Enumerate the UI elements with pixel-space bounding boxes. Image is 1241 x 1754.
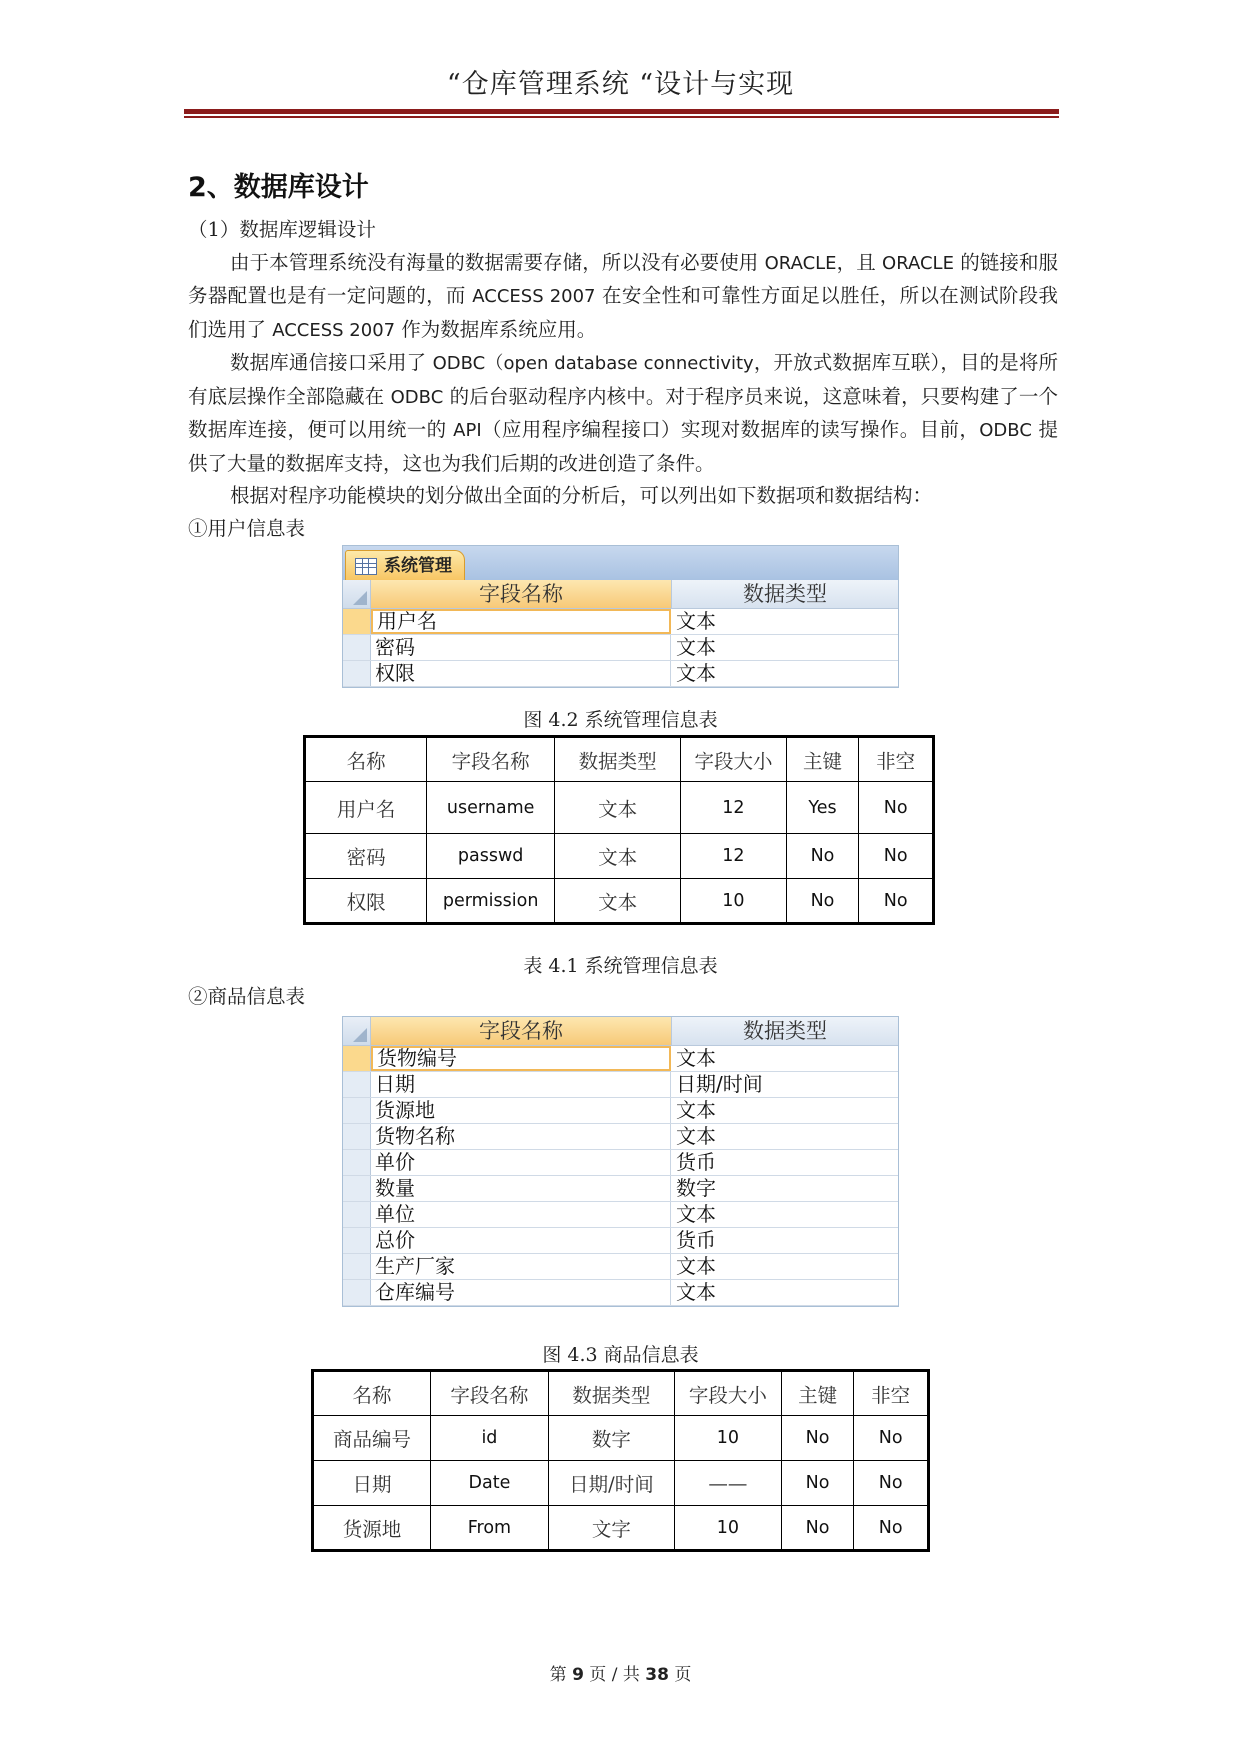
table-icon xyxy=(355,558,377,575)
table-cell: 用户名 xyxy=(305,782,427,834)
table-cell: 日期 xyxy=(313,1461,431,1506)
table-cell: 10 xyxy=(674,1416,781,1461)
table-cell: No xyxy=(859,879,934,924)
table-cell: 密码 xyxy=(305,834,427,879)
column-header-type: 数据类型 xyxy=(672,580,898,608)
table-cell: 10 xyxy=(681,879,786,924)
table-label-goods-wrap xyxy=(188,981,1058,1014)
info-table-users xyxy=(303,735,935,925)
field-name-cell[interactable]: 仓库编号 xyxy=(371,1280,671,1305)
table-header-cell: 名称 xyxy=(305,737,427,782)
access-grid-header xyxy=(343,1017,898,1046)
table-cell: 12 xyxy=(681,834,786,879)
access-design-view-users xyxy=(342,545,899,688)
table-row xyxy=(305,834,934,879)
access-field-row[interactable] xyxy=(343,661,898,687)
access-field-row[interactable] xyxy=(343,1176,898,1202)
data-type-cell[interactable]: 文本 xyxy=(676,609,716,633)
table-row xyxy=(313,1416,929,1461)
table-cell: 商品编号 xyxy=(313,1416,431,1461)
access-table-tab[interactable]: 系统管理 xyxy=(345,550,465,580)
field-name-cell[interactable]: 数量 xyxy=(371,1176,671,1201)
field-name-cell[interactable]: 用户名 xyxy=(371,609,671,634)
row-selector[interactable] xyxy=(343,1228,371,1253)
row-selector[interactable] xyxy=(343,1202,371,1227)
table-header-cell: 主键 xyxy=(786,737,859,782)
subsection-heading: （1）数据库逻辑设计 xyxy=(188,218,376,241)
paragraph-2: 数据库通信接口采用了 ODBC（open database connectivity，开放式数据库互联），目的是将所有底层操作全部隐藏在 ODBC 的后台驱动程序内核中。对于程序员来说，这意味着，只要构建了一个数据库连接，便可以用统一的 API（应用程序编程接口）实现对数据库的读写操作。目前，ODBC 提供了大量的数据库支持，这也为我们后期的改进创造了条件。 xyxy=(188,351,1059,475)
access-field-row[interactable] xyxy=(343,1124,898,1150)
table-cell: permission xyxy=(427,879,555,924)
field-name-cell[interactable]: 单位 xyxy=(371,1202,671,1227)
table-header-cell: 非空 xyxy=(859,737,934,782)
row-selector[interactable] xyxy=(343,1124,371,1149)
data-type-cell[interactable]: 文本 xyxy=(676,1202,716,1226)
data-type-cell[interactable]: 日期/时间 xyxy=(676,1072,763,1096)
field-name-cell[interactable]: 单价 xyxy=(371,1150,671,1175)
row-selector[interactable] xyxy=(343,1176,371,1201)
row-selector[interactable] xyxy=(343,635,371,660)
info-table-goods xyxy=(311,1369,930,1552)
data-type-cell[interactable]: 文本 xyxy=(676,661,716,685)
table-label-users: ①用户信息表 xyxy=(188,516,306,540)
table-row xyxy=(313,1506,929,1551)
table-cell: No xyxy=(854,1506,929,1551)
header-rule xyxy=(184,109,1059,114)
table-caption-4-1: 表 4.1 系统管理信息表 xyxy=(523,955,718,977)
table-header-cell: 名称 xyxy=(313,1371,431,1416)
select-all-corner[interactable] xyxy=(343,1017,371,1045)
table-cell: Yes xyxy=(786,782,859,834)
access-tab-bar xyxy=(343,546,898,580)
data-type-cell[interactable]: 文本 xyxy=(676,1098,716,1122)
table-header-cell: 主键 xyxy=(781,1371,854,1416)
row-selector[interactable] xyxy=(343,1150,371,1175)
table-cell: No xyxy=(786,834,859,879)
row-selector[interactable] xyxy=(343,1046,371,1071)
table-cell: 文字 xyxy=(548,1506,674,1551)
field-name-cell[interactable]: 总价 xyxy=(371,1228,671,1253)
table-header-cell: 字段大小 xyxy=(674,1371,781,1416)
section-title: 2、数据库设计 xyxy=(188,172,369,203)
table-cell: id xyxy=(430,1416,548,1461)
column-header-type: 数据类型 xyxy=(672,1017,898,1045)
table-cell: 货源地 xyxy=(313,1506,431,1551)
data-type-cell[interactable]: 文本 xyxy=(676,1280,716,1304)
access-field-row[interactable] xyxy=(343,1280,898,1306)
data-type-cell[interactable]: 文本 xyxy=(676,1046,716,1070)
table-cell: No xyxy=(854,1416,929,1461)
figure-caption-4-3: 图 4.3 商品信息表 xyxy=(542,1344,699,1366)
data-type-cell[interactable]: 文本 xyxy=(676,1124,716,1148)
access-field-row[interactable] xyxy=(343,1150,898,1176)
access-field-row[interactable] xyxy=(343,1228,898,1254)
data-type-cell[interactable]: 文本 xyxy=(676,1254,716,1278)
access-field-row[interactable] xyxy=(343,635,898,661)
table-row xyxy=(305,879,934,924)
paragraph-3: 根据对程序功能模块的划分做出全面的分析后，可以列出如下数据项和数据结构： xyxy=(230,484,933,507)
header-rule-thin xyxy=(184,116,1059,118)
table-header-cell: 非空 xyxy=(854,1371,929,1416)
row-selector[interactable] xyxy=(343,1098,371,1123)
table-cell: No xyxy=(781,1461,854,1506)
table-cell: No xyxy=(786,879,859,924)
table-cell: No xyxy=(781,1416,854,1461)
table-cell: No xyxy=(854,1461,929,1506)
table-cell: 文本 xyxy=(555,879,681,924)
field-name-cell[interactable]: 货源地 xyxy=(371,1098,671,1123)
figure-caption-4-2: 图 4.2 系统管理信息表 xyxy=(523,709,718,731)
access-field-row[interactable] xyxy=(343,1072,898,1098)
row-selector[interactable] xyxy=(343,1072,371,1097)
access-field-row[interactable] xyxy=(343,1046,898,1072)
field-name-cell[interactable]: 货物编号 xyxy=(371,1046,671,1071)
table-row xyxy=(313,1461,929,1506)
table-cell: 日期/时间 xyxy=(548,1461,674,1506)
table-cell: 数字 xyxy=(548,1416,674,1461)
column-header-field: 字段名称 xyxy=(371,580,672,608)
table-header-row xyxy=(305,737,934,782)
field-name-cell[interactable]: 权限 xyxy=(371,661,671,686)
table-cell: 权限 xyxy=(305,879,427,924)
access-field-row[interactable] xyxy=(343,1254,898,1280)
access-design-view-goods xyxy=(342,1016,899,1307)
column-header-field: 字段名称 xyxy=(371,1017,672,1045)
table-row xyxy=(305,782,934,834)
table-cell: 10 xyxy=(674,1506,781,1551)
page-footer: 第 9 页 / 共 38 页 xyxy=(549,1665,692,1685)
table-label-goods: ②商品信息表 xyxy=(188,985,306,1008)
table-cell: No xyxy=(859,782,934,834)
data-type-cell[interactable]: 文本 xyxy=(676,635,716,659)
table-header-cell: 数据类型 xyxy=(548,1371,674,1416)
data-type-cell[interactable]: 货币 xyxy=(676,1228,716,1252)
access-field-row[interactable] xyxy=(343,609,898,635)
table-cell: username xyxy=(427,782,555,834)
select-all-corner[interactable] xyxy=(343,580,371,608)
body-text xyxy=(188,214,1058,545)
table-header-cell: 字段名称 xyxy=(430,1371,548,1416)
table-cell: 文本 xyxy=(555,782,681,834)
table-header-row xyxy=(313,1371,929,1416)
table-cell: No xyxy=(859,834,934,879)
access-field-row[interactable] xyxy=(343,1202,898,1228)
row-selector[interactable] xyxy=(343,1254,371,1279)
access-grid-header xyxy=(343,580,898,609)
field-name-cell[interactable]: 货物名称 xyxy=(371,1124,671,1149)
table-cell: 文本 xyxy=(555,834,681,879)
data-type-cell[interactable]: 数字 xyxy=(676,1176,716,1200)
table-cell: Date xyxy=(430,1461,548,1506)
table-cell: —— xyxy=(674,1461,781,1506)
running-header: “仓库管理系统 “设计与实现 xyxy=(446,69,795,100)
field-name-cell[interactable]: 日期 xyxy=(371,1072,671,1097)
access-field-row[interactable] xyxy=(343,1098,898,1124)
field-name-cell[interactable]: 生产厂家 xyxy=(371,1254,671,1279)
data-type-cell[interactable]: 货币 xyxy=(676,1150,716,1174)
row-selector[interactable] xyxy=(343,661,371,686)
table-cell: 12 xyxy=(681,782,786,834)
paragraph-1: 由于本管理系统没有海量的数据需要存储，所以没有必要使用 ORACLE，且 ORACLE 的链接和服务器配置也是有一定问题的，而 ACCESS 2007 在安全性和可靠性方面足以胜任，所以在测试阶段我们选用了 ACCESS 2007 作为数据库系统应用。 xyxy=(188,250,1059,341)
table-cell: No xyxy=(781,1506,854,1551)
table-cell: passwd xyxy=(427,834,555,879)
table-header-cell: 数据类型 xyxy=(555,737,681,782)
table-header-cell: 字段名称 xyxy=(427,737,555,782)
table-cell: From xyxy=(430,1506,548,1551)
row-selector[interactable] xyxy=(343,1280,371,1305)
field-name-cell[interactable]: 密码 xyxy=(371,635,671,660)
row-selector[interactable] xyxy=(343,609,371,634)
table-header-cell: 字段大小 xyxy=(681,737,786,782)
